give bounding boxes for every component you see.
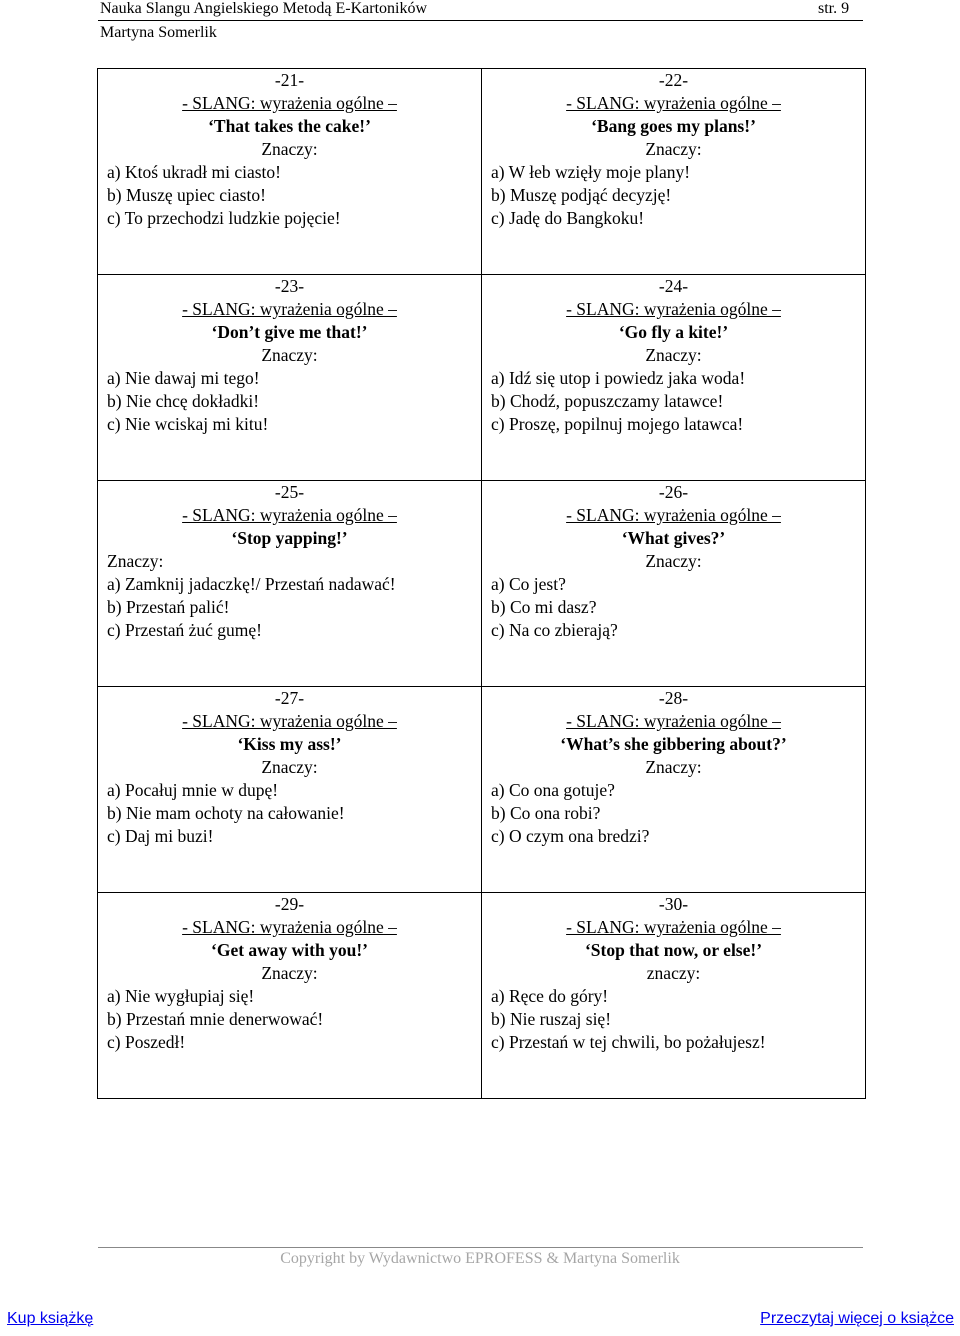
flashcard (482, 481, 866, 687)
card-row (98, 481, 866, 687)
slang-phrase: ‘Bang goes my plans!’ (591, 116, 756, 136)
flashcard (482, 275, 866, 481)
card-number: -28- (658, 688, 689, 708)
card-row (98, 275, 866, 481)
card-number: -27- (274, 688, 305, 708)
slang-phrase: ‘Go fly a kite!’ (618, 322, 729, 342)
answer-option: b) Przestań mnie denerwować! (107, 1009, 324, 1029)
answer-option: c) To przechodzi ludzkie pojęcie! (107, 208, 341, 228)
card-category: - SLANG: wyrażenia ogólne – (566, 917, 781, 937)
flashcard (482, 687, 866, 893)
answer-option: a) Nie wygłupiaj się! (107, 986, 255, 1006)
flashcard (98, 481, 482, 687)
answer-option: a) Co ona gotuje? (491, 780, 615, 800)
card-category: - SLANG: wyrażenia ogólne – (182, 299, 397, 319)
answer-option: c) Jadę do Bangkoku! (491, 208, 645, 228)
slang-phrase: ‘What gives?’ (621, 528, 726, 548)
answer-option: c) O czym ona bredzi? (491, 826, 650, 846)
slang-phrase: ‘What’s she gibbering about?’ (560, 734, 787, 754)
answer-option: c) Daj mi buzi! (107, 826, 214, 846)
buy-book-link[interactable]: Kup książkę (7, 1310, 94, 1327)
answer-option: a) Ręce do góry! (491, 986, 609, 1006)
slang-phrase: ‘Stop yapping!’ (231, 528, 348, 548)
card-category: - SLANG: wyrażenia ogólne – (182, 711, 397, 731)
flashcard (482, 69, 866, 275)
card-number: -25- (274, 482, 305, 502)
card-number: -22- (658, 70, 689, 90)
slang-phrase: ‘Don’t give me that!’ (211, 322, 368, 342)
page-number: str. 9 (818, 0, 850, 17)
card-category: - SLANG: wyrażenia ogólne – (566, 505, 781, 525)
card-category: - SLANG: wyrażenia ogólne – (182, 917, 397, 937)
answer-option: c) Przestań w tej chwili, bo pożałujesz! (491, 1032, 766, 1052)
meaning-label: Znaczy: (645, 139, 702, 159)
answer-option: c) Proszę, popilnuj mojego latawca! (491, 414, 744, 434)
card-category: - SLANG: wyrażenia ogólne – (566, 711, 781, 731)
meaning-label: Znaczy: (107, 551, 164, 571)
meaning-label: Znaczy: (645, 345, 702, 365)
card-number: -29- (274, 894, 305, 914)
meaning-label: Znaczy: (645, 551, 702, 571)
answer-option: b) Co mi dasz? (491, 597, 597, 617)
answer-option: a) Idź się utop i powiedz jaka woda! (491, 368, 746, 388)
card-category: - SLANG: wyrażenia ogólne – (182, 93, 397, 113)
card-row (98, 69, 866, 275)
read-more-link[interactable]: Przeczytaj więcej o książce (760, 1310, 954, 1327)
flashcard (482, 893, 866, 1099)
card-number: -23- (274, 276, 305, 296)
answer-option: b) Nie ruszaj się! (491, 1009, 612, 1029)
card-row (98, 893, 866, 1099)
header-title: Nauka Slangu Angielskiego Metodą E-Kartoników (100, 0, 428, 17)
slang-phrase: ‘That takes the cake!’ (208, 116, 371, 136)
flashcard (98, 893, 482, 1099)
flashcard-grid (97, 68, 866, 1099)
answer-option: c) Przestań żuć gumę! (107, 620, 262, 640)
card-category: - SLANG: wyrażenia ogólne – (566, 299, 781, 319)
header-author: Martyna Somerlik (100, 24, 217, 41)
flashcard (98, 687, 482, 893)
flashcard (98, 69, 482, 275)
answer-option: b) Muszę podjąć decyzję! (491, 185, 672, 205)
answer-option: b) Nie mam ochoty na całowanie! (107, 803, 345, 823)
card-category: - SLANG: wyrażenia ogólne – (566, 93, 781, 113)
card-category: - SLANG: wyrażenia ogólne – (182, 505, 397, 525)
answer-option: a) Co jest? (491, 574, 566, 594)
card-number: -24- (658, 276, 689, 296)
card-row (98, 687, 866, 893)
answer-option: a) Nie dawaj mi tego! (107, 368, 260, 388)
meaning-label: Znaczy: (261, 963, 318, 983)
answer-option: a) W łeb wzięły moje plany! (491, 162, 691, 182)
card-number: -26- (658, 482, 689, 502)
answer-option: b) Nie chcę dokładki! (107, 391, 260, 411)
answer-option: a) Pocałuj mnie w dupę! (107, 780, 279, 800)
answer-option: c) Poszedł! (107, 1032, 186, 1052)
meaning-label: Znaczy: (645, 757, 702, 777)
answer-option: b) Chodź, popuszczamy latawce! (491, 391, 724, 411)
flashcard (98, 275, 482, 481)
answer-option: a) Ktoś ukradł mi ciasto! (107, 162, 281, 182)
meaning-label: Znaczy: (261, 345, 318, 365)
answer-option: b) Przestań palić! (107, 597, 230, 617)
slang-phrase: ‘Get away with you!’ (211, 940, 368, 960)
answer-option: b) Co ona robi? (491, 803, 601, 823)
meaning-label: znaczy: (646, 963, 701, 983)
answer-option: c) Na co zbierają? (491, 620, 618, 640)
slang-phrase: ‘Kiss my ass!’ (237, 734, 342, 754)
meaning-label: Znaczy: (261, 139, 318, 159)
slang-phrase: ‘Stop that now, or else!’ (584, 940, 763, 960)
card-number: -21- (274, 70, 305, 90)
header-divider (98, 20, 863, 21)
footer-divider (98, 1247, 863, 1248)
answer-option: a) Zamknij jadaczkę!/ Przestań nadawać! (107, 574, 396, 594)
answer-option: c) Nie wciskaj mi kitu! (107, 414, 269, 434)
card-number: -30- (658, 894, 689, 914)
answer-option: b) Muszę upiec ciasto! (107, 185, 266, 205)
meaning-label: Znaczy: (261, 757, 318, 777)
copyright-text: Copyright by Wydawnictwo EPROFESS & Martyna Somerlik (280, 1250, 680, 1267)
